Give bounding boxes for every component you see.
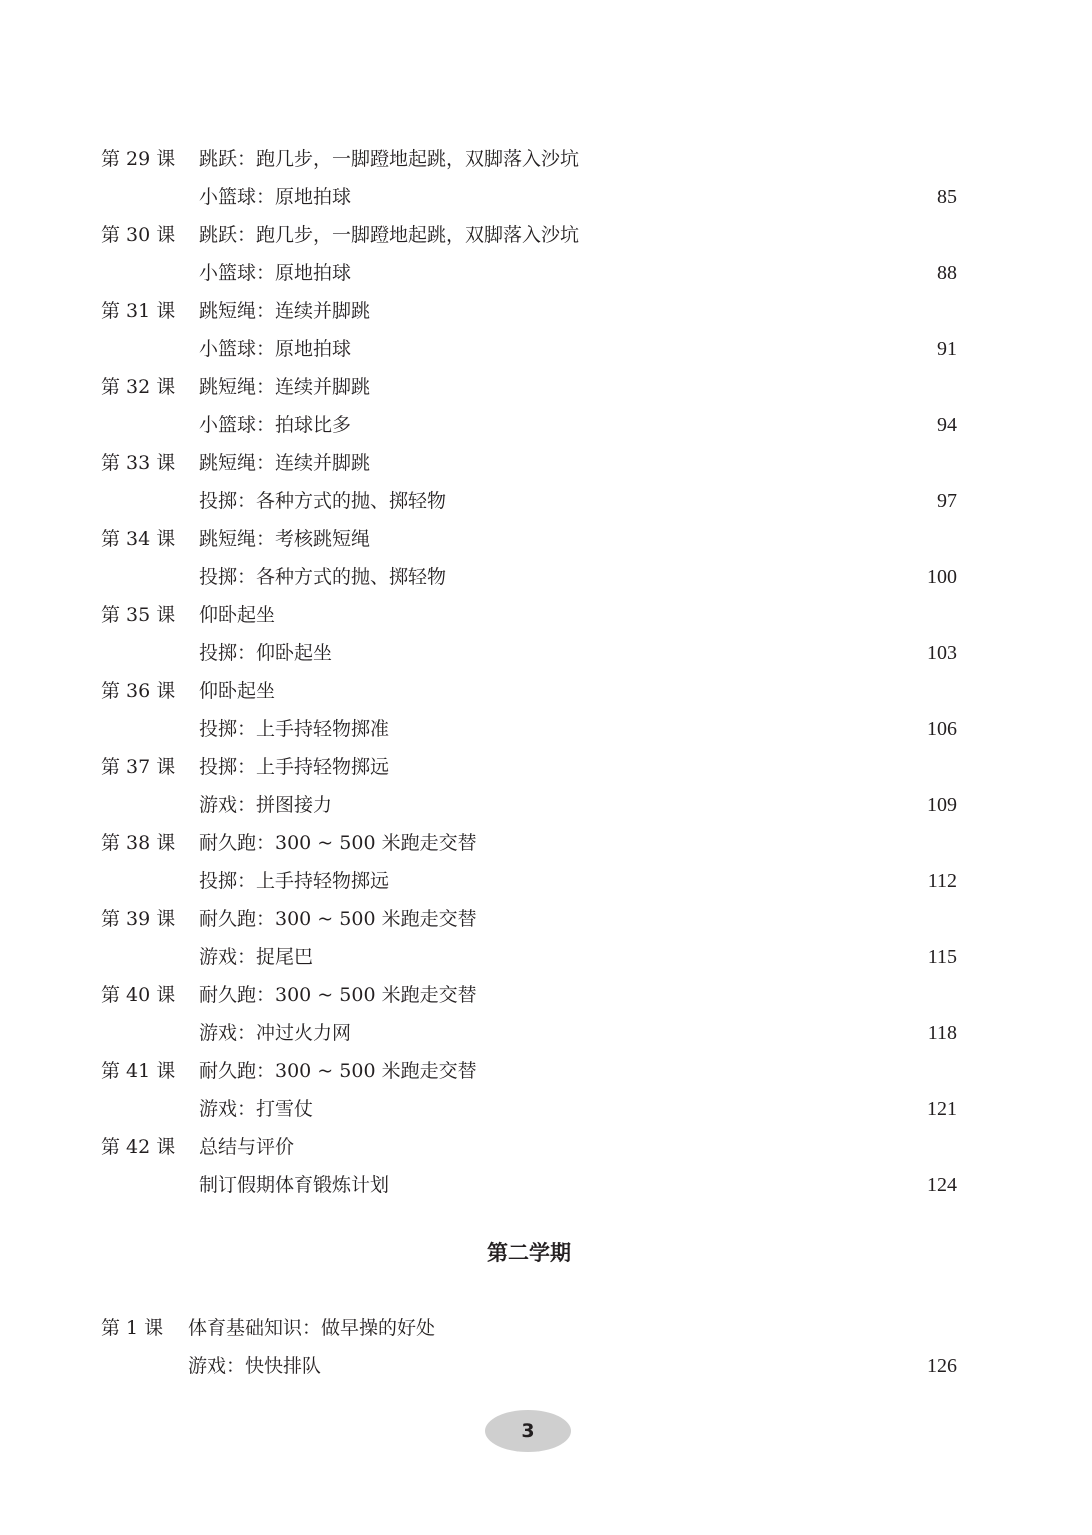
page-number-badge: 3 xyxy=(485,1410,571,1452)
toc-lesson-1 xyxy=(101,1309,957,1385)
toc-second-term xyxy=(101,1309,957,1385)
dot-leader xyxy=(454,482,925,520)
toc-lesson-41 xyxy=(101,1052,957,1128)
dot-leader xyxy=(331,938,922,976)
lesson-number: 第 40 课 xyxy=(101,984,176,1006)
lesson-number: 第 33 课 xyxy=(101,452,176,474)
page-ref: 94 xyxy=(937,414,957,436)
lesson-number: 第 30 课 xyxy=(101,224,176,246)
dot-leader xyxy=(359,406,925,444)
page-ref: 115 xyxy=(927,946,957,968)
lesson-number: 第 42 课 xyxy=(101,1136,176,1158)
toc-lesson-33 xyxy=(101,444,957,520)
lesson-subtitle: 投掷：各种方式的抛、掷轻物 xyxy=(199,566,447,588)
lesson-title: 耐久跑：300 ~ 500 米跑走交替 xyxy=(199,908,477,930)
dot-leader xyxy=(464,558,921,596)
lesson-title: 总结与评价 xyxy=(199,1136,295,1158)
lesson-subtitle: 投掷：上手持轻物掷准 xyxy=(199,718,390,740)
lesson-title: 投掷：上手持轻物掷远 xyxy=(199,756,390,778)
page-ref: 100 xyxy=(927,566,957,588)
dot-leader xyxy=(407,710,921,748)
lesson-subtitle: 游戏：打雪仗 xyxy=(199,1098,314,1120)
lesson-number: 第 31 课 xyxy=(101,300,176,322)
second-term-heading: 第二学期 xyxy=(487,1241,571,1265)
toc-lesson-39 xyxy=(101,900,957,976)
page-ref: 126 xyxy=(927,1355,957,1377)
lesson-number: 第 36 课 xyxy=(101,680,176,702)
lesson-number: 第 41 课 xyxy=(101,1060,176,1082)
lesson-number: 第 34 课 xyxy=(101,528,176,550)
lesson-subtitle: 小篮球：拍球比多 xyxy=(199,414,352,436)
lesson-subtitle: 投掷：上手持轻物掷远 xyxy=(199,870,390,892)
lesson-subtitle: 游戏：快快排队 xyxy=(188,1355,322,1377)
lesson-title: 耐久跑：300 ~ 500 米跑走交替 xyxy=(199,1060,477,1082)
toc-lesson-30 xyxy=(101,216,957,292)
lesson-title: 耐久跑：300 ~ 500 米跑走交替 xyxy=(199,984,477,1006)
lesson-number: 第 29 课 xyxy=(101,148,176,170)
page-ref: 103 xyxy=(927,642,957,664)
dot-leader xyxy=(331,1090,921,1128)
page-ref: 88 xyxy=(937,262,957,284)
page-ref: 109 xyxy=(927,794,957,816)
dot-leader xyxy=(329,1347,921,1385)
lesson-number: 第 1 课 xyxy=(101,1317,164,1339)
toc-lesson-29 xyxy=(101,140,957,216)
toc-lesson-34 xyxy=(101,520,957,596)
lesson-title: 跳短绳：连续并脚跳 xyxy=(199,376,371,398)
dot-leader xyxy=(369,1014,922,1052)
dot-leader xyxy=(359,254,925,292)
lesson-title: 跳短绳：考核跳短绳 xyxy=(199,528,371,550)
lesson-number: 第 32 课 xyxy=(101,376,176,398)
toc-first-term xyxy=(101,140,957,1204)
lesson-subtitle: 投掷：各种方式的抛、掷轻物 xyxy=(199,490,447,512)
toc-lesson-38 xyxy=(101,824,957,900)
lesson-number: 第 39 课 xyxy=(101,908,176,930)
lesson-number: 第 38 课 xyxy=(101,832,176,854)
toc-lesson-31 xyxy=(101,292,957,368)
page-ref: 118 xyxy=(927,1022,957,1044)
toc-lesson-32 xyxy=(101,368,957,444)
toc-lesson-36 xyxy=(101,672,957,748)
lesson-subtitle: 小篮球：原地拍球 xyxy=(199,186,352,208)
dot-leader xyxy=(359,178,925,216)
lesson-subtitle: 小篮球：原地拍球 xyxy=(199,262,352,284)
page-ref: 112 xyxy=(927,870,957,892)
toc-lesson-42 xyxy=(101,1128,957,1204)
page-ref: 124 xyxy=(927,1174,957,1196)
dot-leader xyxy=(407,1166,921,1204)
lesson-subtitle: 制订假期体育锻炼计划 xyxy=(199,1174,390,1196)
lesson-title: 仰卧起坐 xyxy=(199,680,276,702)
lesson-title: 跳短绳：连续并脚跳 xyxy=(199,300,371,322)
dot-leader xyxy=(359,330,925,368)
lesson-title: 耐久跑：300 ~ 500 米跑走交替 xyxy=(199,832,477,854)
dot-leader xyxy=(350,786,921,824)
lesson-title: 跳跃：跑几步，一脚蹬地起跳，双脚落入沙坑 xyxy=(199,148,580,170)
lesson-subtitle: 游戏：拼图接力 xyxy=(199,794,333,816)
page-ref: 85 xyxy=(937,186,957,208)
lesson-subtitle: 游戏：捉尾巴 xyxy=(199,946,314,968)
dot-leader xyxy=(407,862,922,900)
page-ref: 121 xyxy=(927,1098,957,1120)
toc-lesson-35 xyxy=(101,596,957,672)
page-ref: 106 xyxy=(927,718,957,740)
lesson-title: 跳跃：跑几步，一脚蹬地起跳，双脚落入沙坑 xyxy=(199,224,580,246)
toc-lesson-37 xyxy=(101,748,957,824)
lesson-number: 第 35 课 xyxy=(101,604,176,626)
page-ref: 97 xyxy=(937,490,957,512)
lesson-title: 仰卧起坐 xyxy=(199,604,276,626)
page-ref: 91 xyxy=(937,338,957,360)
dot-leader xyxy=(350,634,921,672)
lesson-number: 第 37 课 xyxy=(101,756,176,778)
lesson-subtitle: 小篮球：原地拍球 xyxy=(199,338,352,360)
lesson-subtitle: 游戏：冲过火力网 xyxy=(199,1022,352,1044)
lesson-subtitle: 投掷：仰卧起坐 xyxy=(199,642,333,664)
lesson-title: 跳短绳：连续并脚跳 xyxy=(199,452,371,474)
toc-lesson-40 xyxy=(101,976,957,1052)
lesson-title: 体育基础知识：做早操的好处 xyxy=(188,1317,436,1339)
